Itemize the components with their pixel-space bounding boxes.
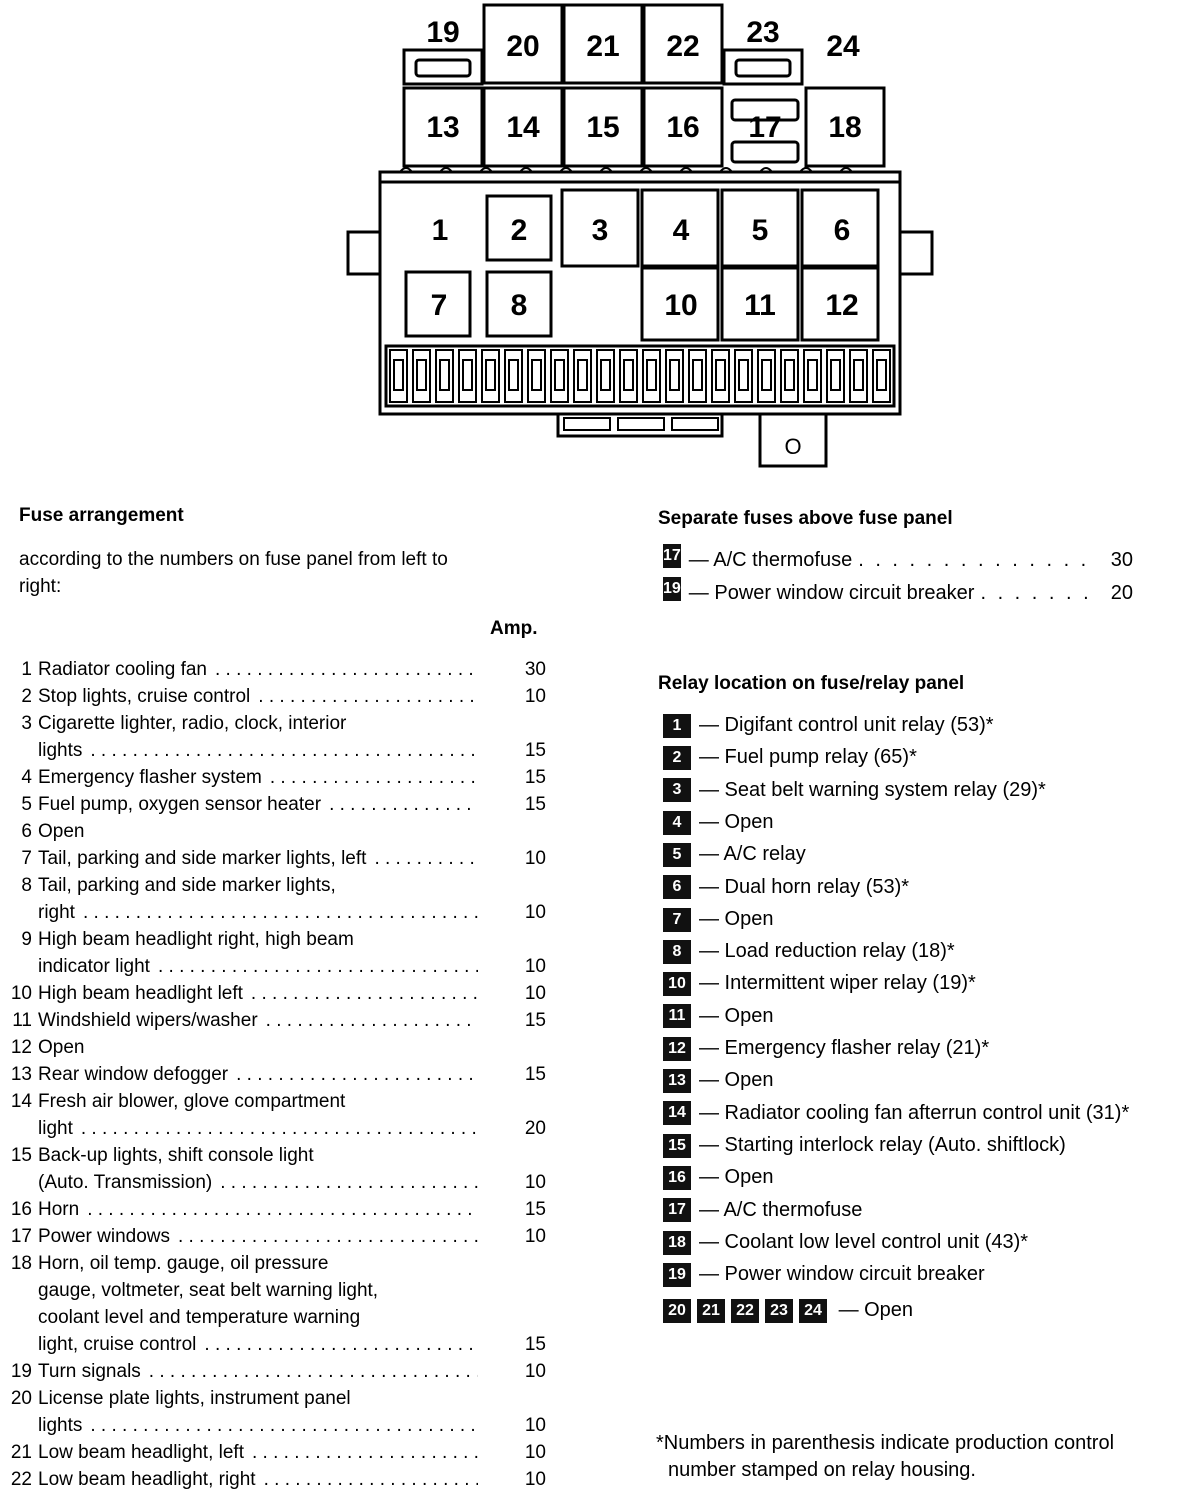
separate-fuse-amp: 30: [1110, 549, 1133, 571]
relay-label: — Open: [699, 810, 774, 833]
diagram-label-11: 11: [744, 289, 776, 322]
fuse-strip-element: [624, 360, 633, 390]
fuse-strip-element: [601, 360, 610, 390]
fuse-description: High beam headlight right, high beam: [38, 929, 354, 950]
fuse-description: Low beam headlight, right: [38, 1469, 256, 1490]
fuse-strip-element: [670, 360, 679, 390]
relay-row: [663, 774, 1046, 806]
fuse-amp: 10: [524, 1469, 546, 1490]
fuse-description: Emergency flasher system: [38, 767, 262, 788]
diagram-label-10: 10: [664, 289, 698, 322]
relay-row: [663, 903, 773, 935]
relay-label: — Digifant control unit relay (53)*: [699, 714, 994, 736]
fuse-amp: 10: [524, 983, 546, 1004]
intro-line-1: according to the numbers on fuse panel from left to: [19, 549, 448, 570]
separate-fuse-label: — Power window circuit breaker: [688, 582, 975, 604]
relay-label: — Seat belt warning system relay (29)*: [699, 778, 1046, 801]
fuse-description: Horn: [38, 1199, 80, 1220]
fuse-description: Fuel pump, oxygen sensor heater: [38, 794, 322, 815]
leader-dots: [244, 1439, 478, 1466]
fuse-strip-element: [555, 360, 564, 390]
relay-location-title: Relay location on fuse/relay panel: [658, 673, 965, 694]
fuse-amp: 10: [524, 1415, 546, 1436]
fuse-amp: 15: [524, 1199, 546, 1220]
relay-badge: 5: [663, 843, 691, 867]
leader-dots: [228, 1061, 478, 1088]
fuse-amp: 15: [524, 1064, 546, 1085]
fuse-description: gauge, voltmeter, seat belt warning light,: [38, 1280, 379, 1301]
fuse-description: light: [38, 1118, 73, 1139]
diagram-label-17: 17: [748, 111, 782, 144]
diagram-label-20: 20: [506, 30, 540, 63]
fuse-strip-element: [808, 360, 817, 390]
fuse-number: 10: [10, 983, 32, 1004]
separate-fuse-row: [663, 577, 1133, 609]
bottom-fuse: [564, 418, 610, 430]
fuse-number: 3: [21, 713, 32, 734]
fuse-description: License plate lights, instrument panel: [38, 1388, 351, 1409]
leader-dots: [207, 656, 478, 683]
relay-label: — Open: [699, 1004, 774, 1027]
relay-row: [663, 838, 806, 870]
leader-dots: [141, 1358, 478, 1385]
fuse-number: 18: [10, 1253, 32, 1274]
fuse-number: 9: [21, 929, 32, 950]
fuse-amp: 15: [524, 740, 546, 761]
relay-label: — Power window circuit breaker: [699, 1263, 985, 1286]
leader-dots: [82, 737, 478, 764]
relay-label: — Open: [699, 1069, 774, 1092]
open-group-label: — Open: [838, 1299, 914, 1321]
footnote-line-2: number stamped on relay housing.: [668, 1459, 976, 1481]
relay-row: [663, 709, 994, 741]
diagram-label-7: 7: [430, 289, 448, 322]
relay-row: [663, 1258, 985, 1290]
relay-row: [663, 741, 917, 773]
relay-badge: 15: [663, 1134, 691, 1158]
relay-row: [663, 1097, 1129, 1129]
diagram-label-16: 16: [666, 111, 700, 144]
relay-row: [663, 935, 955, 967]
fuse-number: 8: [21, 875, 32, 896]
fuse-amp: 10: [524, 902, 546, 923]
fuse-amp: 15: [524, 767, 546, 788]
fuse-panel-diagram: [0, 0, 1200, 480]
relay-row: [663, 1226, 1028, 1258]
fuse-number: 7: [21, 848, 32, 869]
fuse-description: Open: [38, 821, 85, 842]
relay-badge-24: 24: [799, 1299, 827, 1323]
leader-dots: [258, 1007, 478, 1034]
diagram-label-23: 23: [746, 16, 780, 49]
diagram-label-5: 5: [751, 214, 769, 247]
fuse-strip-element: [509, 360, 518, 390]
fuse-amp: 10: [524, 1172, 546, 1193]
relay-label: — Coolant low level control unit (43)*: [699, 1230, 1029, 1253]
fuse-description: Turn signals: [38, 1361, 141, 1382]
relay-badge: 3: [663, 778, 691, 802]
fuse-description: Rear window defogger: [38, 1064, 229, 1085]
fuse-amp: 10: [524, 956, 546, 977]
open-relays-row: [663, 1294, 913, 1326]
leader-dots: [170, 1223, 478, 1250]
relay-row: [663, 1000, 773, 1032]
leader-dots: [73, 1115, 478, 1142]
fuse-arrangement-intro: [19, 546, 579, 600]
relay-row: [663, 1161, 773, 1193]
bottom-fuse: [672, 418, 718, 430]
fuse-strip-element: [486, 360, 495, 390]
amp-header: Amp.: [490, 618, 538, 639]
fuse-description: High beam headlight left: [38, 983, 243, 1004]
fuse-amp: 10: [524, 686, 546, 707]
fuse-number: 21: [10, 1442, 32, 1463]
fuse-number: 4: [21, 767, 32, 788]
leader-dots: [243, 980, 478, 1007]
relay-row: [663, 1064, 773, 1096]
fuse-strip-element: [831, 360, 840, 390]
diagram-label-4: 4: [672, 214, 690, 247]
relay-badge: 18: [663, 1231, 691, 1255]
leader-dots: [75, 899, 478, 926]
diagram-label-13: 13: [426, 111, 460, 144]
relay-label: — Open: [699, 1166, 774, 1189]
footnote-line-1: *Numbers in parenthesis indicate production control: [656, 1432, 1115, 1454]
relay-label: — Open: [699, 907, 774, 930]
fuse-strip-element: [716, 360, 725, 390]
footnote: [656, 1430, 1196, 1484]
fuse-number: 11: [12, 1010, 32, 1031]
fuse-number: 22: [10, 1469, 32, 1490]
diagram-label-15: 15: [586, 111, 620, 144]
fuse-description: Tail, parking and side marker lights, left: [38, 848, 367, 869]
separate-fuse-label: — A/C thermofuse: [688, 549, 853, 571]
fuse-amp: 15: [524, 794, 546, 815]
fuse-strip-element: [417, 360, 426, 390]
relay-badge: 14: [663, 1101, 691, 1125]
relay-badge: 2: [663, 746, 691, 770]
fuse-badge: 17: [663, 544, 681, 568]
relay-badge: 6: [663, 875, 691, 899]
fuse-amp: 30: [524, 659, 546, 680]
relay-label: — Starting interlock relay (Auto. shiftlock): [699, 1133, 1066, 1156]
relay-badge-20: 20: [663, 1299, 691, 1323]
leader-dots: [212, 1169, 478, 1196]
relay-label: — A/C relay: [699, 843, 806, 866]
separate-fuses-title: Separate fuses above fuse panel: [658, 508, 953, 529]
fuse-description: Horn, oil temp. gauge, oil pressure: [38, 1253, 329, 1274]
relay-badge: 7: [663, 908, 691, 932]
relay-badge: 10: [663, 972, 691, 996]
fuse-number: 6: [21, 821, 32, 842]
fuse-description: indicator light: [38, 956, 150, 977]
relay-label: — Dual horn relay (53)*: [699, 875, 910, 898]
leader-dots: [321, 791, 478, 818]
fuse-strip-element: [693, 360, 702, 390]
fuse-description: Power windows: [38, 1226, 170, 1247]
fuse-number: 2: [21, 686, 32, 707]
diagram-label-21: 21: [586, 30, 620, 63]
diagram-label-1: 1: [431, 214, 449, 247]
relay-badge: 13: [663, 1069, 691, 1093]
fuse-strip-element: [532, 360, 541, 390]
separate-fuse-row: [663, 544, 1133, 576]
relay-label: — A/C thermofuse: [699, 1198, 863, 1221]
relay-badge: 16: [663, 1166, 691, 1190]
fuse-description: Cigarette lighter, radio, clock, interior: [38, 713, 347, 734]
intro-line-2: right:: [19, 576, 62, 597]
fuse-amp: 15: [524, 1334, 546, 1355]
relay-row: [663, 871, 909, 903]
diagram-label-12: 12: [825, 289, 859, 322]
fuse-strip-element: [463, 360, 472, 390]
fuse-description: Tail, parking and side marker lights,: [38, 875, 336, 896]
fuse-number: 20: [10, 1388, 32, 1409]
relay-badge: 1: [663, 714, 691, 738]
relay-badge: 4: [663, 811, 691, 835]
leader-dots: [79, 1196, 478, 1223]
fuse-number: 16: [10, 1199, 32, 1220]
fuse-badge: 19: [663, 577, 681, 601]
diagram-label-8: 8: [510, 289, 528, 322]
relay-badge: 12: [663, 1037, 691, 1061]
bottom-fuse: [618, 418, 664, 430]
fuse-description: Fresh air blower, glove compartment: [38, 1091, 346, 1112]
fuse-strip-element: [394, 360, 403, 390]
relay-row: [663, 1129, 1066, 1161]
relay-badge: 11: [663, 1004, 691, 1028]
fuse-amp: 15: [524, 1010, 546, 1031]
fuse-number: 15: [10, 1145, 32, 1166]
leader-dots: [150, 953, 478, 980]
separate-fuse-amp: 20: [1110, 582, 1133, 604]
fuse-description: lights: [38, 1415, 83, 1436]
diagram-label-19: 19: [426, 16, 460, 49]
fuse-strip-element: [854, 360, 863, 390]
fuse-amp: 10: [524, 848, 546, 869]
relay-label: — Fuel pump relay (65)*: [699, 746, 917, 769]
fuse-description: Open: [38, 1037, 85, 1058]
diagram-label-24: 24: [826, 30, 860, 63]
relay-row: [663, 806, 773, 838]
relay-badge-22: 22: [731, 1299, 759, 1323]
connector-label: O: [784, 434, 802, 459]
fuse-strip-element: [739, 360, 748, 390]
fuse-amp: 20: [524, 1118, 546, 1139]
relay-badge-21: 21: [697, 1299, 725, 1323]
leader-dots: [262, 764, 478, 791]
fuse-description: Stop lights, cruise control: [38, 686, 251, 707]
fuse-number: 5: [21, 794, 32, 815]
fuse-amp: 10: [524, 1361, 546, 1382]
fuse-number: 1: [21, 659, 32, 680]
fuse-description: lights: [38, 740, 83, 761]
fuse-description: (Auto. Transmission): [38, 1172, 213, 1193]
fuse-strip-element: [647, 360, 656, 390]
leader-dots: [250, 683, 478, 710]
diagram-label-22: 22: [666, 30, 700, 63]
fuse-number: 17: [10, 1226, 32, 1247]
fuse-strip-element: [877, 360, 886, 390]
diagram-label-2: 2: [510, 214, 528, 247]
relay-row: [663, 1194, 862, 1226]
relay-label: — Load reduction relay (18)*: [699, 940, 955, 963]
fuse-amp: 10: [524, 1442, 546, 1463]
relay-badge-23: 23: [765, 1299, 793, 1323]
leader-dots: [256, 1466, 478, 1493]
leader-dots: [366, 845, 478, 872]
fuse-description: light, cruise control: [38, 1334, 197, 1355]
relay-badge: 19: [663, 1263, 691, 1287]
fuse-amp: 10: [524, 1226, 546, 1247]
fuse-description: right: [38, 902, 75, 923]
diagram-label-18: 18: [828, 111, 862, 144]
leader-dots: [974, 577, 1093, 609]
fuse-strip-element: [762, 360, 771, 390]
fuse-number: 13: [10, 1064, 32, 1085]
fuse-number: 12: [10, 1037, 32, 1058]
leader-dots: [82, 1412, 478, 1439]
leader-dots: [852, 544, 1093, 576]
relay-badge: 8: [663, 940, 691, 964]
relay-badge: 17: [663, 1198, 691, 1222]
fuse-description: Back-up lights, shift console light: [38, 1145, 314, 1166]
fuse-strip-element: [578, 360, 587, 390]
fuse-description: Low beam headlight, left: [38, 1442, 244, 1463]
fuse-number: 19: [10, 1361, 32, 1382]
fuse-description: Windshield wipers/washer: [38, 1010, 258, 1031]
fuse-description: coolant level and temperature warning: [38, 1307, 361, 1328]
leader-dots: [196, 1331, 478, 1358]
relay-label: — Intermittent wiper relay (19)*: [699, 972, 976, 995]
fuse-number: 14: [10, 1091, 32, 1112]
fuse-arrangement-title: Fuse arrangement: [19, 505, 184, 526]
relay-row: [663, 1032, 989, 1064]
diagram-label-14: 14: [506, 111, 540, 144]
fuse-strip-element: [785, 360, 794, 390]
fuse-description: Radiator cooling fan: [38, 659, 207, 680]
relay-label: — Radiator cooling fan afterrun control unit (31)*: [699, 1101, 1130, 1124]
relay-row: [663, 967, 976, 999]
relay-label: — Emergency flasher relay (21)*: [699, 1037, 990, 1059]
diagram-label-6: 6: [833, 214, 851, 247]
fuse-strip-element: [440, 360, 449, 390]
diagram-label-3: 3: [591, 214, 609, 247]
